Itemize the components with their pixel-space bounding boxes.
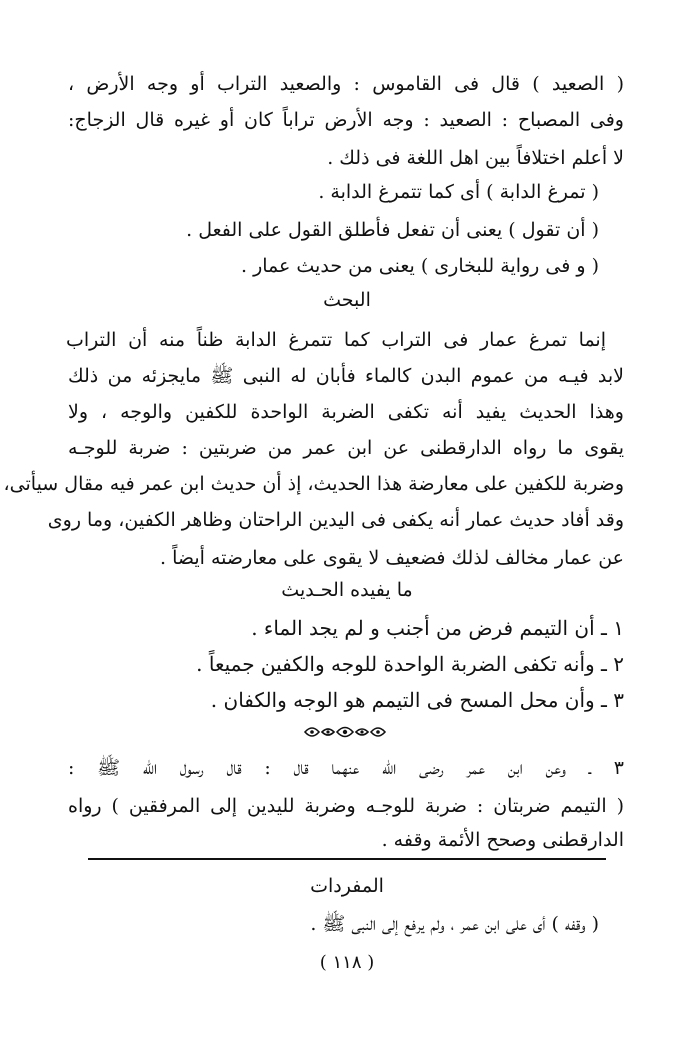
definition-line: ( الصعيد ) قال فى القاموس : والصعيد التراب أو وجه الأرض ، xyxy=(68,73,624,95)
vocabulary-line: ( وقفه ) أى على ابن عمر ، ولم يرفع إلى النبى ﷺ . xyxy=(310,913,599,935)
benefit-item: ٢ ـ وأنه تكفى الضربة الواحدة للوجه والكفين جميعاً . xyxy=(196,652,624,676)
section-heading-vocabulary: المفردات xyxy=(310,875,384,897)
definition-line: لا أعلم اختلافاً بين اهل اللغة فى ذلك . xyxy=(327,147,624,169)
paragraph-line: وهذا الحديث يفيد أنه تكفى الضربة الواحدة للكفين والوجه ، ولا xyxy=(68,401,624,423)
hadith-line: ( التيمم ضربتان : ضربة للوجـه وضربة لليدين إلى المرفقين ) رواه xyxy=(68,795,624,817)
section-heading-research: البحث xyxy=(323,289,371,311)
paragraph-line: وقد أفاد حديث عمار أنه يكفى فى اليدين الراحتان وظاهر الكفين، وما روى xyxy=(47,509,624,531)
definition-line: ( تمرغ الدابة ) أى كما تتمرغ الدابة . xyxy=(318,181,599,203)
ornament-divider-icon xyxy=(300,722,390,742)
definition-line: وفى المصباح : الصعيد : وجه الأرض تراباً كان أو غيره قال الزجاج: xyxy=(68,109,624,131)
page-number: ( ١١٨ ) xyxy=(319,952,375,973)
section-heading-benefits: ما يفيده الحـديث xyxy=(281,579,413,601)
footnote-divider xyxy=(88,858,606,860)
hadith-line: الدارقطنى وصحح الأئمة وقفه . xyxy=(381,829,624,851)
definition-line: ( و فى رواية للبخارى ) يعنى من حديث عمار . xyxy=(241,255,599,277)
hadith-line: ٣ ـ وعن ابن عمر رضى الله عنهما قال : قال رسول الله ﷺ : xyxy=(68,757,624,779)
paragraph-line: يقوى ما رواه الدارقطنى عن ابن عمر من ضربتين : ضربة للوجـه xyxy=(68,437,624,459)
benefit-item: ٣ ـ وأن محل المسح فى التيمم هو الوجه والكفان . xyxy=(210,688,624,712)
paragraph-line: عن عمار مخالف لذلك فضعيف لا يقوى على معارضته أيضاً . xyxy=(160,547,624,569)
paragraph-line: وضربة للكفين على معارضة هذا الحديث، إذ أن حديث ابن عمر فيه مقال سيأتى، xyxy=(3,473,624,495)
benefit-item: ١ ـ أن التيمم فرض من أجنب و لم يجد الماء . xyxy=(251,616,624,640)
paragraph-line: إنما تمرغ عمار فى التراب كما تتمرغ الدابة ظناً منه أن التراب xyxy=(66,329,606,351)
definition-line: ( أن تقول ) يعنى أن تفعل فأطلق القول على الفعل . xyxy=(186,219,599,241)
paragraph-line: لابد فيـه من عموم البدن كالماء فأبان له النبى ﷺ مايجزئه من ذلك xyxy=(68,365,624,387)
